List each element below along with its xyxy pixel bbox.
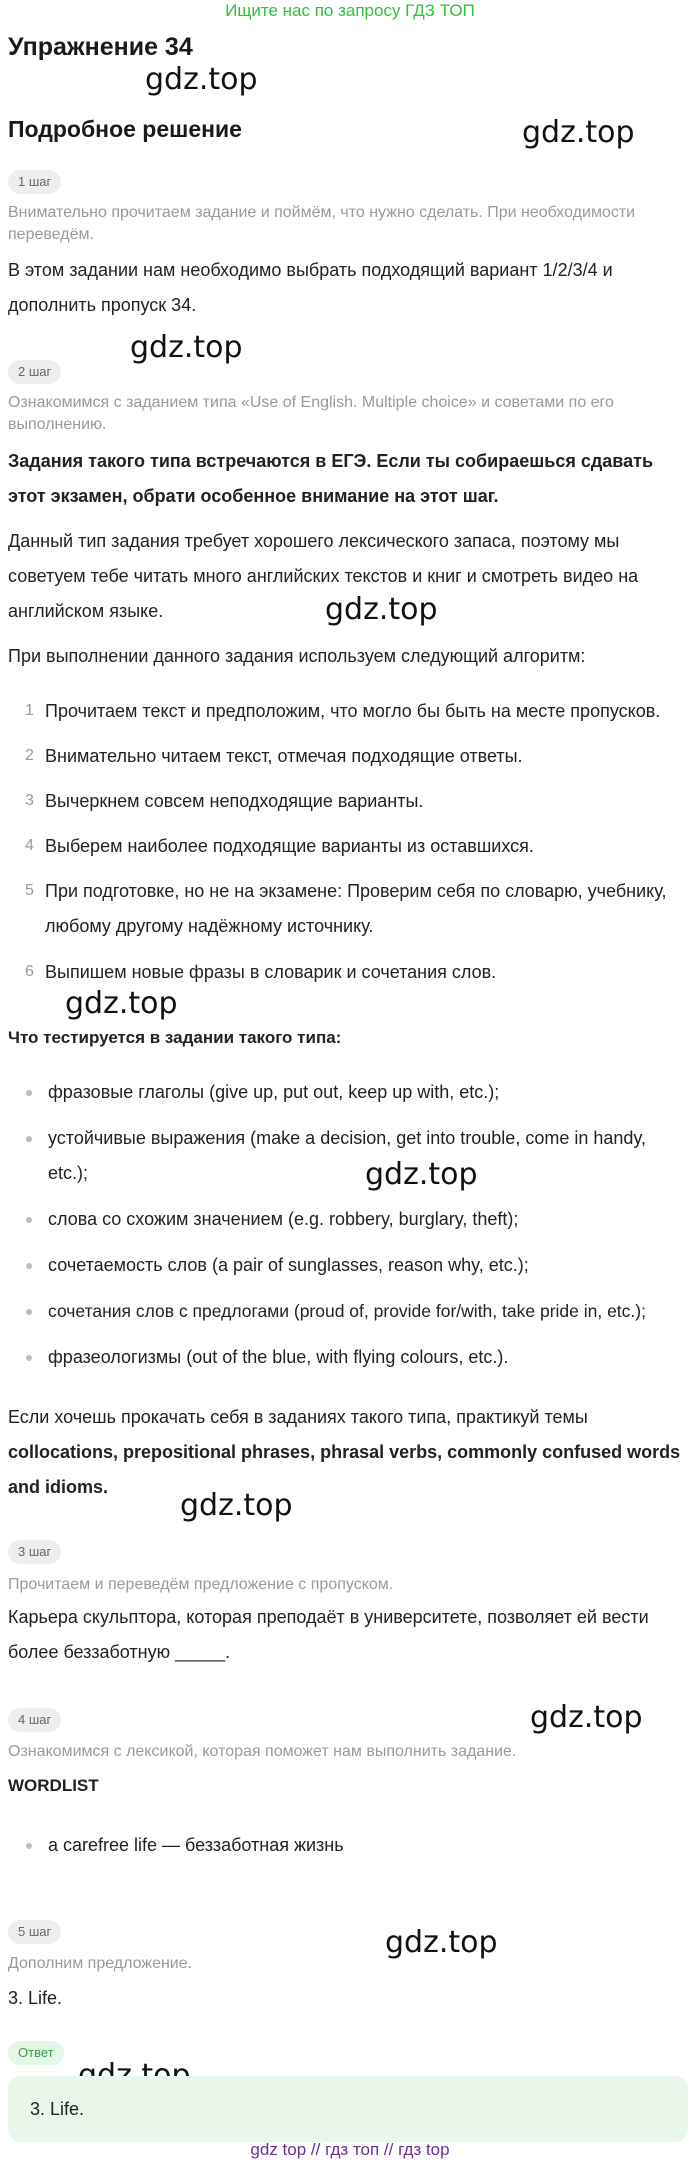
step-text: В этом задании нам необходимо выбрать подходящий вариант 1/2/3/4 и дополнить пропуск 34.	[8, 260, 613, 315]
step-hint: Ознакомимся с лексикой, которая поможет нам выполнить задание.	[8, 1743, 517, 1760]
bullet	[26, 1136, 32, 1142]
watermark: gdz.top	[522, 115, 635, 150]
tested-heading: Что тестируется в задании такого типа:	[8, 1028, 342, 1047]
list-item: сочетаемость слов (a pair of sunglasses, reason why, etc.);	[48, 1255, 529, 1275]
practice-intro: Если хочешь прокачать себя в заданиях такого типа, практикуй темы	[8, 1407, 588, 1427]
footer-links[interactable]: gdz top // гдз топ // гдз top	[250, 2140, 450, 2159]
step-badge: 5 шаг	[8, 1920, 61, 1944]
list-item: Вычеркнем совсем неподходящие варианты.	[45, 791, 424, 811]
bullet	[26, 1355, 32, 1361]
exam-notice: Задания такого типа встречаются в ЕГЭ. Если ты собираешься сдавать этот экзамен, обрати особенное внимание на этот шаг.	[8, 451, 654, 506]
list-item: фразеологизмы (out of the blue, with flying colours, etc.).	[48, 1347, 509, 1367]
step-hint: Дополним предложение.	[8, 1955, 193, 1972]
answer-badge: Ответ	[8, 2041, 64, 2065]
step-badge: 1 шаг	[8, 170, 61, 194]
page-title: Упражнение 34	[8, 33, 193, 61]
step-badge: 2 шаг	[8, 360, 61, 384]
list-item: Внимательно читаем текст, отмечая подходящие ответы.	[45, 746, 523, 766]
watermark: gdz.top	[385, 1925, 498, 1960]
bullet	[26, 1263, 32, 1269]
bullet	[26, 1843, 32, 1849]
list-item: Прочитаем текст и предположим, что могло бы быть на месте пропусков.	[45, 701, 661, 721]
paragraph: Данный тип задания требует хорошего лексического запаса, поэтому мы советуем тебе читать много английских текстов и книг и смотреть видео на английском языке.	[8, 531, 639, 621]
list-number: 1	[25, 702, 34, 719]
bullet	[26, 1217, 32, 1223]
bullet	[26, 1309, 32, 1315]
list-number: 2	[25, 747, 34, 764]
paragraph: При выполнении данного задания используем следующий алгоритм:	[8, 646, 586, 666]
list-number: 4	[25, 837, 34, 854]
list-number: 5	[25, 882, 34, 899]
list-item: Выберем наиболее подходящие варианты из оставшихся.	[45, 836, 534, 856]
watermark: gdz.top	[180, 1488, 293, 1523]
solution-heading: Подробное решение	[8, 116, 242, 142]
list-item: фразовые глаголы (give up, put out, keep up with, etc.);	[48, 1082, 500, 1102]
watermark: gdz.top	[65, 986, 178, 1021]
step-badge: 4 шаг	[8, 1708, 61, 1732]
list-item: При подготовке, но не на экзамене: Проверим себя по словарю, учебнику, любому другому надёжному источнику.	[45, 881, 667, 936]
list-item: слова со схожим значением (e.g. robbery, burglary, theft);	[48, 1209, 519, 1229]
list-number: 6	[25, 963, 34, 980]
step-badge: 3 шаг	[8, 1540, 61, 1564]
step-hint: Внимательно прочитаем задание и поймём, что нужно сделать. При необходимости переведём.	[8, 204, 636, 243]
list-number: 3	[25, 792, 34, 809]
watermark: gdz.top	[130, 330, 243, 365]
step-text: 3. Life.	[8, 1988, 63, 2008]
practice-topics: collocations, prepositional phrases, phrasal verbs, commonly confused words and idioms.	[8, 1442, 681, 1497]
list-item: Выпишем новые фразы в словарик и сочетания слов.	[45, 962, 497, 982]
watermark: gdz.top	[530, 1700, 643, 1735]
list-item: устойчивые выражения (make a decision, get into trouble, come in handy, etc.);	[48, 1128, 647, 1183]
watermark: gdz.top	[145, 62, 258, 97]
word-item: a carefree life — беззаботная жизнь	[48, 1835, 344, 1855]
answer-text: 3. Life.	[30, 2099, 85, 2119]
step-text: Карьера скульптора, которая преподаёт в университете, позволяет ей вести более беззаботную _____.	[8, 1607, 649, 1662]
search-banner: Ищите нас по запросу ГДЗ ТОП	[225, 1, 475, 20]
bullet	[26, 1090, 32, 1096]
step-hint: Ознакомимся с заданием типа «Use of English. Multiple choice» и советами по его выполнению.	[8, 394, 614, 433]
list-item: сочетания слов с предлогами (proud of, provide for/with, take pride in, etc.);	[48, 1301, 646, 1321]
step-hint: Прочитаем и переведём предложение с пропуском.	[8, 1576, 394, 1593]
watermark: gdz.top	[325, 592, 438, 627]
wordlist-heading: WORDLIST	[8, 1776, 99, 1795]
watermark: gdz.top	[365, 1157, 478, 1192]
